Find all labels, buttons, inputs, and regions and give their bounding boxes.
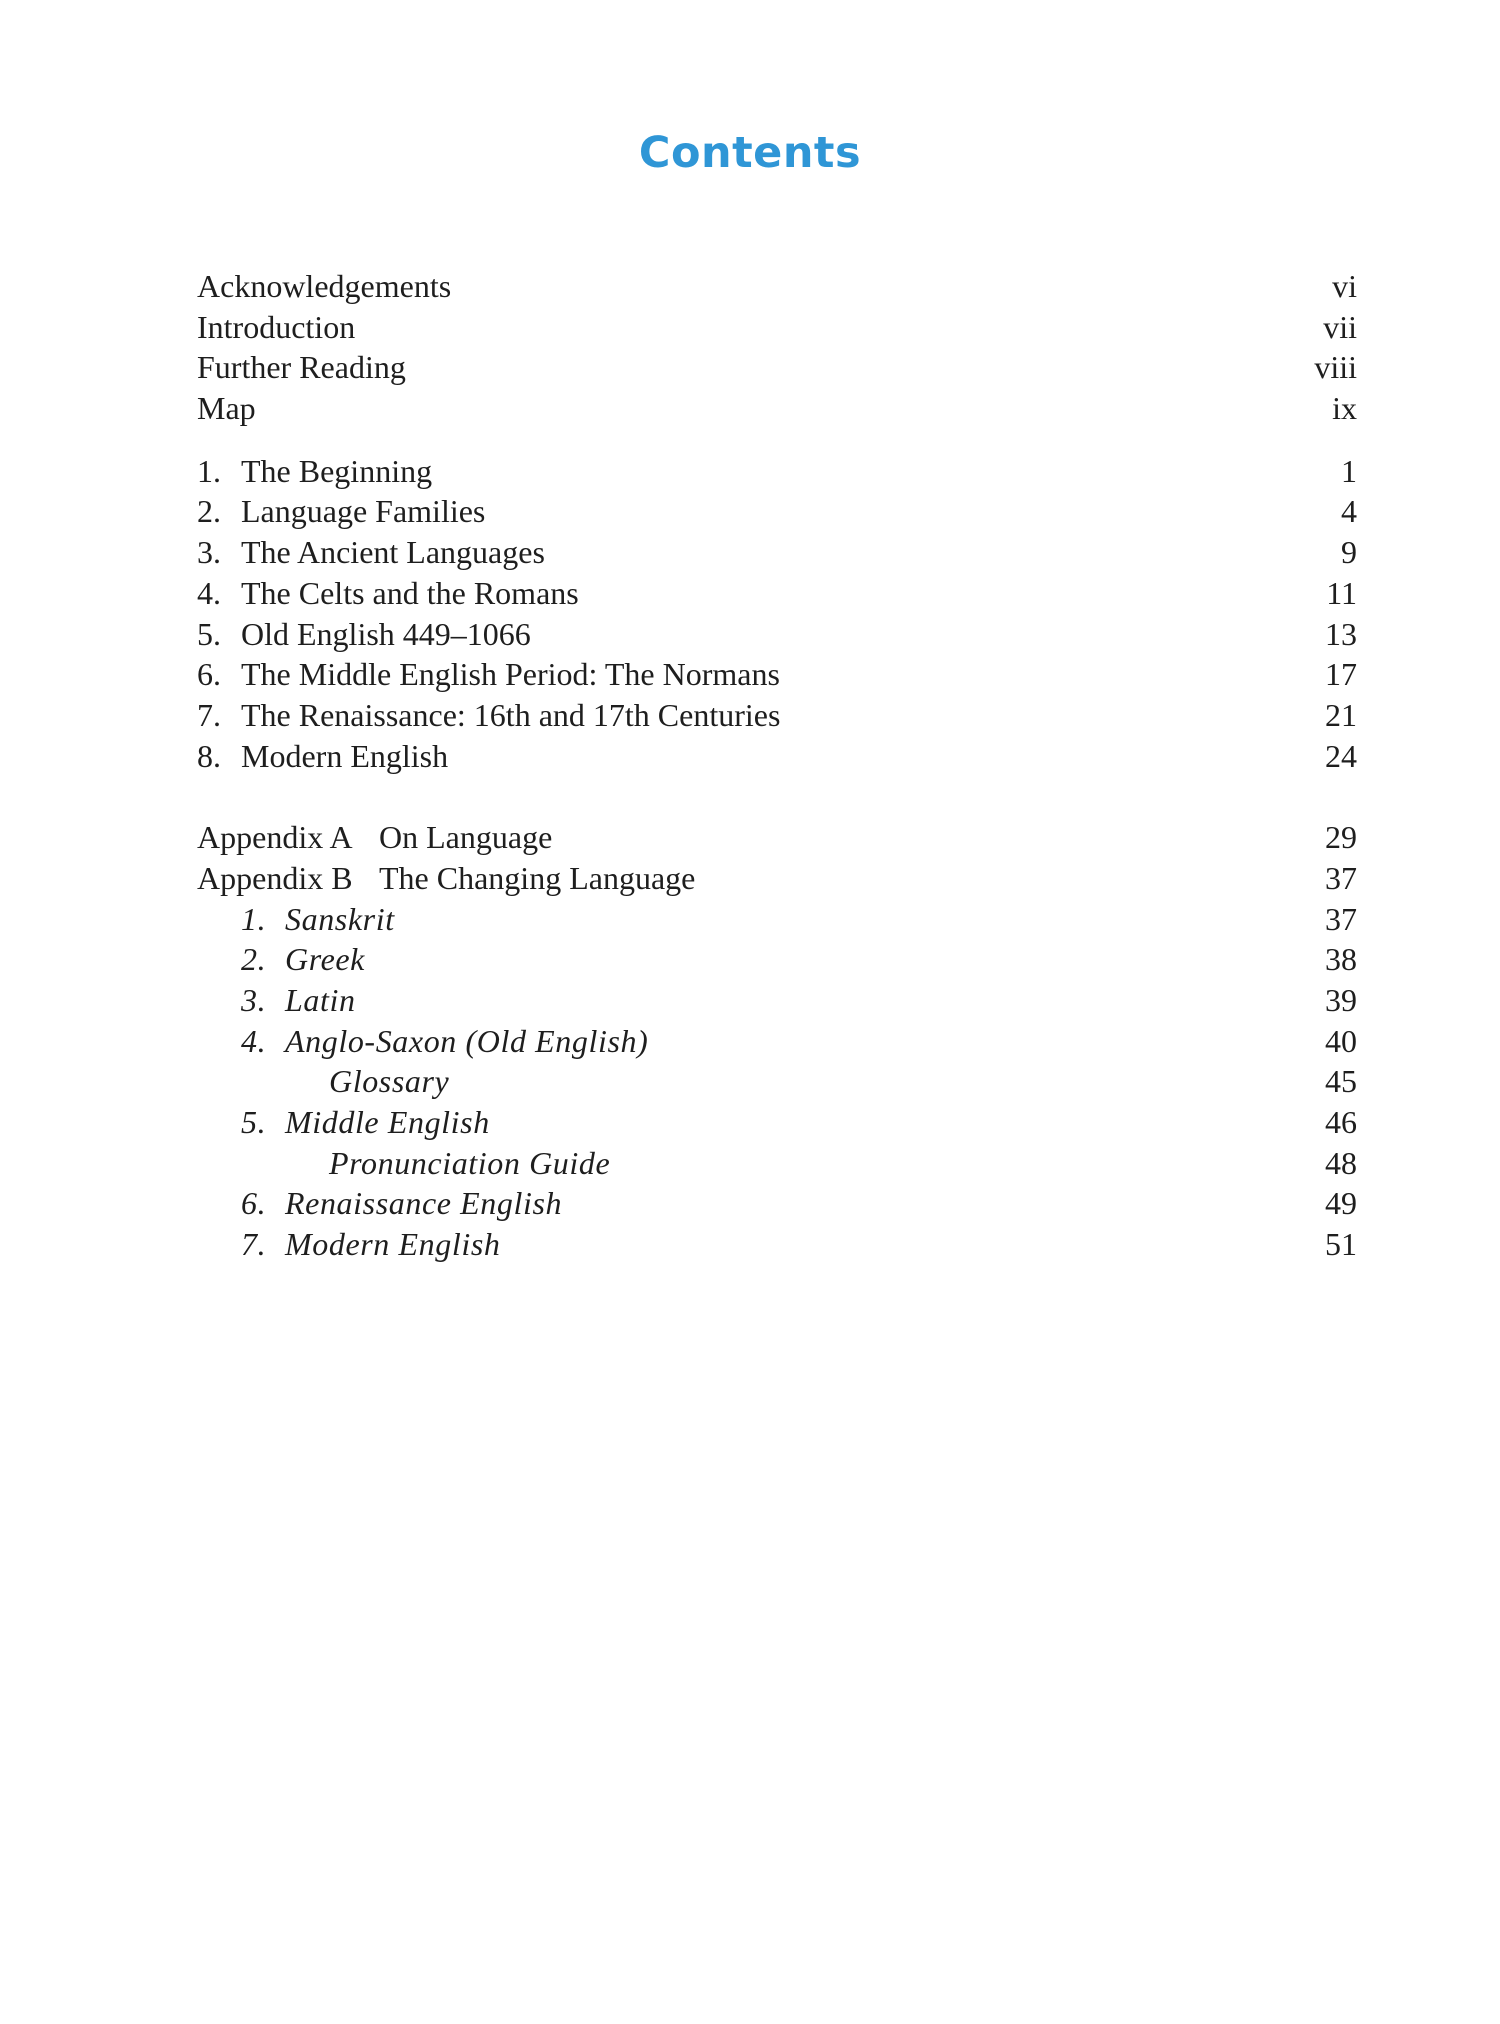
entry-number: 7. xyxy=(197,696,221,733)
entry-page: 21 xyxy=(1325,696,1357,733)
entry-page: 38 xyxy=(1325,941,1357,978)
entry-number: 3. xyxy=(241,982,267,1018)
entry-page: ix xyxy=(1332,390,1357,427)
toc-entry-map[interactable] xyxy=(197,388,1357,429)
entry-title: On Language xyxy=(379,819,553,856)
entry-page: 39 xyxy=(1325,982,1357,1018)
entry-title: Pronunciation Guide xyxy=(329,1144,611,1181)
toc-entry-chapter-3[interactable] xyxy=(197,532,1357,573)
toc-entry-chapter-2[interactable] xyxy=(197,491,1357,532)
entry-page: 13 xyxy=(1325,615,1357,652)
front-matter-list xyxy=(197,266,1357,429)
toc-entry-chapter-7[interactable] xyxy=(197,695,1357,736)
entry-title: The Beginning xyxy=(241,452,433,489)
toc-entry-chapter-8[interactable] xyxy=(197,736,1357,777)
toc-entry-sanskrit[interactable] xyxy=(197,899,1357,940)
toc-entry-middle-english[interactable] xyxy=(197,1102,1357,1143)
entry-page: 37 xyxy=(1325,859,1357,896)
entry-title: Old English 449–1066 xyxy=(241,615,531,652)
entry-title: Introduction xyxy=(197,308,356,345)
entry-page: 24 xyxy=(1325,737,1357,774)
entry-page: vi xyxy=(1332,268,1357,304)
entry-title: The Celts and the Romans xyxy=(241,574,579,611)
entry-number: 2. xyxy=(241,941,267,978)
page-title: Contents xyxy=(638,128,862,178)
entry-number: 6. xyxy=(241,1185,267,1222)
toc-entry-chapter-1[interactable] xyxy=(197,451,1357,492)
entry-page: 9 xyxy=(1341,534,1357,571)
entry-title: Renaissance English xyxy=(285,1185,563,1222)
entry-title: The Renaissance: 16th and 17th Centuries xyxy=(241,696,781,733)
entry-title: Acknowledgements xyxy=(197,268,452,304)
entry-title: The Ancient Languages xyxy=(241,534,545,571)
entry-page: 29 xyxy=(1325,819,1357,856)
entry-title: Latin xyxy=(285,982,356,1018)
entry-number: 3. xyxy=(197,534,221,571)
toc-entry-glossary[interactable] xyxy=(197,1061,1357,1102)
toc-entry-modern-english[interactable] xyxy=(197,1224,1357,1265)
toc-entry-latin[interactable] xyxy=(197,980,1357,1021)
appendix-label: Appendix A xyxy=(197,819,353,856)
entry-title: Modern English xyxy=(285,1226,501,1263)
toc-entry-introduction[interactable] xyxy=(197,307,1357,348)
toc-entry-anglo-saxon[interactable] xyxy=(197,1021,1357,1062)
entry-number: 5. xyxy=(197,615,221,652)
entry-number: 1. xyxy=(197,452,221,489)
toc-entry-acknowledgements[interactable] xyxy=(197,266,1357,307)
chapter-list xyxy=(197,451,1357,777)
entry-page: 46 xyxy=(1325,1104,1357,1141)
entry-number: 6. xyxy=(197,656,221,693)
entry-page: 17 xyxy=(1325,656,1357,693)
entry-number: 7. xyxy=(241,1226,267,1263)
toc-entry-pronunciation-guide[interactable] xyxy=(197,1143,1357,1184)
entry-number: 2. xyxy=(197,493,221,530)
entry-title: Anglo-Saxon (Old English) xyxy=(285,1022,649,1059)
entry-number: 5. xyxy=(241,1104,267,1141)
entry-title: Language Families xyxy=(241,493,486,530)
entry-number: 1. xyxy=(241,900,267,937)
appendix-label: Appendix B xyxy=(197,859,353,896)
entry-title: Modern English xyxy=(241,737,449,774)
table-of-contents xyxy=(197,266,1357,1265)
entry-page: 4 xyxy=(1341,493,1357,530)
entry-title: Greek xyxy=(285,941,365,978)
entry-page: 48 xyxy=(1325,1144,1357,1181)
entry-page: 37 xyxy=(1325,900,1357,937)
entry-page: 1 xyxy=(1341,452,1357,489)
entry-number: 4. xyxy=(241,1022,267,1059)
entry-title: The Middle English Period: The Normans xyxy=(241,656,780,693)
entry-page: 45 xyxy=(1325,1063,1357,1100)
entry-title: Middle English xyxy=(285,1104,490,1141)
toc-entry-chapter-4[interactable] xyxy=(197,573,1357,614)
entry-number: 8. xyxy=(197,737,221,774)
entry-page: vii xyxy=(1323,308,1357,345)
toc-entry-chapter-5[interactable] xyxy=(197,614,1357,655)
entry-page: 49 xyxy=(1325,1185,1357,1222)
entry-title: Sanskrit xyxy=(285,900,395,937)
entry-page: 11 xyxy=(1326,574,1357,611)
toc-entry-further-reading[interactable] xyxy=(197,347,1357,388)
toc-entry-chapter-6[interactable] xyxy=(197,654,1357,695)
entry-title: Map xyxy=(197,390,256,427)
entry-title: The Changing Language xyxy=(379,859,696,896)
toc-entry-greek[interactable] xyxy=(197,939,1357,980)
entry-page: 51 xyxy=(1325,1226,1357,1263)
entry-page: viii xyxy=(1314,349,1357,386)
appendix-list xyxy=(197,817,1357,1265)
entry-title: Glossary xyxy=(329,1063,450,1100)
entry-number: 4. xyxy=(197,574,221,611)
entry-title: Further Reading xyxy=(197,349,406,386)
toc-entry-renaissance-english[interactable] xyxy=(197,1183,1357,1224)
entry-page: 40 xyxy=(1325,1022,1357,1059)
toc-entry-appendix-a[interactable] xyxy=(197,817,1357,858)
toc-entry-appendix-b[interactable] xyxy=(197,858,1357,899)
